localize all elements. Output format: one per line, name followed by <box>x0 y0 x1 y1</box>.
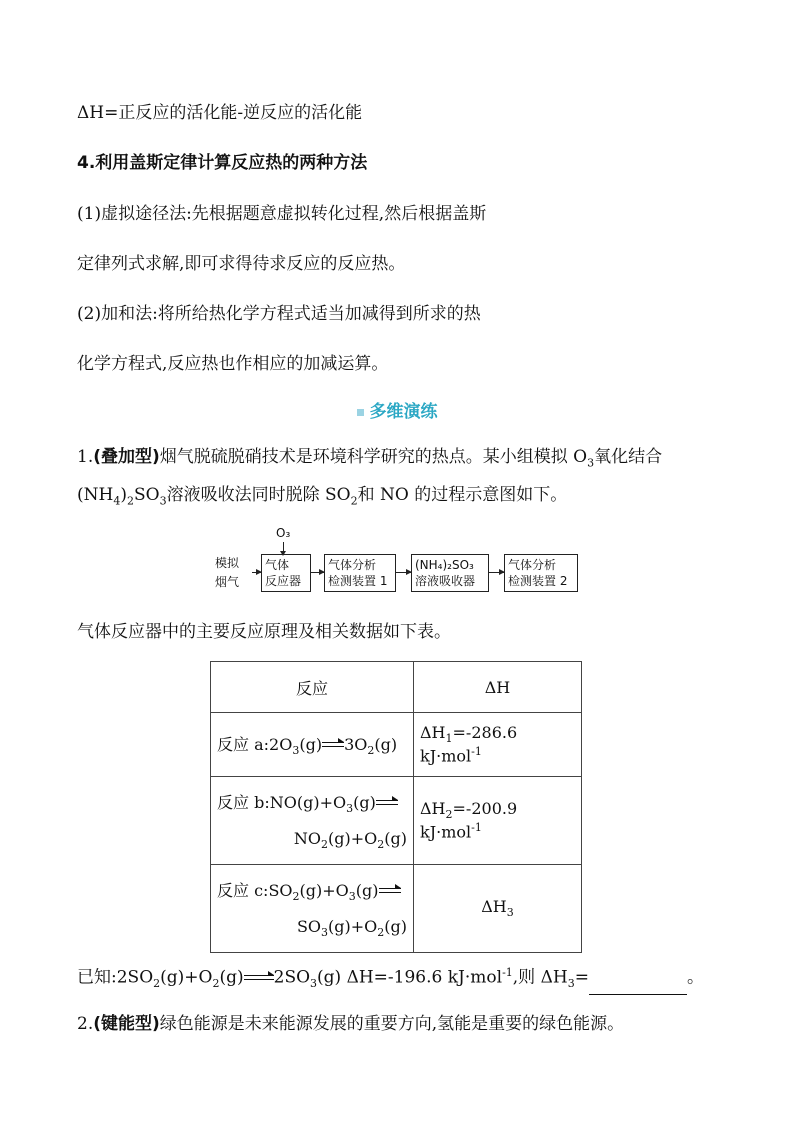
question-1-line-1 <box>77 446 662 474</box>
reaction-b-mid: (g) <box>353 792 376 812</box>
q2-number: 2. <box>77 1014 94 1034</box>
flow-arrow-icon <box>252 572 261 573</box>
q1-text-b: 氧化结合 <box>594 447 663 467</box>
known-e: (g) ΔH=-196.6 kJ·mol <box>317 967 503 988</box>
sub: 3 <box>159 494 167 508</box>
reaction-c-product-c: (g) <box>384 917 407 936</box>
box-2-line-2: 检测装置 1 <box>328 574 388 588</box>
equilibrium-arrow-icon <box>322 741 344 749</box>
flow-source-line-1: 模拟 <box>215 556 240 570</box>
delta-h-2 <box>414 777 582 865</box>
answer-blank-field[interactable] <box>589 976 687 995</box>
known-a: 已知:2SO <box>77 967 154 988</box>
heading-4: 4.利用盖斯定律计算反应热的两种方法 <box>77 153 368 173</box>
gas-analysis-box-2 <box>504 554 578 592</box>
table-row <box>211 777 582 865</box>
header-delta-h: ΔH <box>414 662 582 713</box>
known-d: 2SO <box>273 967 311 988</box>
method-2-line-a: (2)加和法:将所给热化学方程式适当加减得到所求的热 <box>77 304 481 324</box>
section-marker-icon <box>357 409 364 416</box>
dh2-value: =-200.9 <box>452 799 518 819</box>
q1-text-e: SO <box>133 485 160 505</box>
dh1-symbol: ΔH <box>420 723 446 743</box>
process-flow-diagram <box>215 524 580 599</box>
known-end: 。 <box>686 967 704 988</box>
gas-analysis-box-1 <box>324 554 396 592</box>
equilibrium-arrow-icon <box>244 974 274 982</box>
q1-text-g: 和 NO 的过程示意图如下。 <box>357 485 568 505</box>
box-2-line-1: 气体分析 <box>328 558 377 572</box>
question-2 <box>77 1013 624 1035</box>
reaction-a <box>211 713 414 777</box>
sub: 2 <box>212 977 220 991</box>
sup: -1 <box>471 821 482 835</box>
o3-down-arrow-icon <box>283 542 284 553</box>
sub: 2 <box>377 838 385 852</box>
flow-arrow-icon <box>396 572 411 573</box>
sub: 2 <box>292 890 300 903</box>
method-2-line-b: 化学方程式,反应热也作相应的加减运算。 <box>77 354 389 374</box>
q1-text-a: 烟气脱硫脱硝技术是环境科学研究的热点。某小组模拟 O <box>159 447 588 467</box>
delta-h-3 <box>414 865 582 953</box>
sub: 3 <box>348 890 356 903</box>
reaction-a-text: 反应 a:2O <box>217 734 293 754</box>
reaction-b-text: 反应 b:NO(g)+O <box>217 792 347 812</box>
known-b: (g)+O <box>160 967 213 988</box>
q1-text-c: (NH <box>77 485 114 505</box>
dh2-symbol: ΔH <box>420 799 446 819</box>
table-row <box>211 713 582 777</box>
equilibrium-arrow-icon <box>376 799 398 807</box>
q1-text-d: ) <box>120 485 127 505</box>
sub: 3 <box>506 906 514 920</box>
reaction-b-product-b: (g)+O <box>328 829 378 848</box>
reaction-table <box>210 661 582 953</box>
box-3-line-1: (NH₄)₂SO₃ <box>415 558 474 572</box>
header-reaction: 反应 <box>211 662 414 713</box>
delta-h-definition: ΔH=正反应的活化能-逆反应的活化能 <box>77 103 363 123</box>
dh3-symbol: ΔH <box>481 897 507 917</box>
sub: 2 <box>445 808 453 822</box>
section-title-text: 多维演练 <box>369 402 438 422</box>
reaction-a-product: 3O <box>344 734 368 754</box>
question-1-line-2 <box>77 484 567 512</box>
equilibrium-arrow-icon <box>379 887 401 895</box>
reaction-c-product-b: (g)+O <box>328 917 378 936</box>
reaction-c-product-a: SO <box>296 917 322 936</box>
known-c: (g) <box>219 967 244 988</box>
gas-reactor-box <box>261 554 311 592</box>
delta-h-1 <box>414 713 582 777</box>
known-f: ,则 ΔH <box>512 967 568 988</box>
q2-text: 绿色能源是未来能源发展的重要方向,氢能是重要的绿色能源。 <box>159 1014 625 1034</box>
flow-arrow-icon <box>489 572 504 573</box>
sub: 3 <box>587 456 595 470</box>
known-g: = <box>574 967 589 988</box>
o3-label: O₃ <box>276 526 291 540</box>
section-title <box>0 397 794 422</box>
reaction-b-product-c: (g) <box>384 829 407 848</box>
q1-text-f: 溶液吸收法同时脱除 SO <box>166 485 351 505</box>
reaction-c-text: 反应 c:SO <box>217 880 293 900</box>
reaction-a-end: (g) <box>374 734 398 754</box>
table-row <box>211 865 582 953</box>
flow-source <box>215 554 255 592</box>
box-4-line-2: 检测装置 2 <box>508 574 568 588</box>
method-1-line-a: (1)虚拟途径法:先根据题意虚拟转化过程,然后根据盖斯 <box>77 204 487 224</box>
sub: 2 <box>367 744 375 758</box>
box-1-line-2: 反应器 <box>265 574 302 588</box>
box-4-line-1: 气体分析 <box>508 558 557 572</box>
reaction-a-mid: (g) <box>299 734 323 754</box>
sup: -1 <box>471 745 482 759</box>
sup: -1 <box>502 966 513 979</box>
sub: 3 <box>310 977 318 991</box>
reaction-b <box>211 777 414 865</box>
sub: 3 <box>567 977 575 991</box>
dh2-unit: kJ·mol <box>420 822 472 842</box>
flow-source-line-2: 烟气 <box>215 575 240 589</box>
table-header-row <box>211 662 582 713</box>
dh1-value: =-286.6 <box>452 723 518 743</box>
method-1-line-b: 定律列式求解,即可求得待求反应的反应热。 <box>77 254 406 274</box>
table-intro: 气体反应器中的主要反应原理及相关数据如下表。 <box>77 622 451 642</box>
known-equation <box>77 962 704 995</box>
reaction-c-mid2: (g) <box>355 880 379 900</box>
sub: 4 <box>113 494 121 508</box>
q1-tag: (叠加型) <box>93 447 160 467</box>
sub: 3 <box>346 802 354 815</box>
sub: 1 <box>445 732 453 746</box>
sub: 2 <box>321 838 329 852</box>
q2-tag: (键能型) <box>93 1014 160 1034</box>
box-1-line-1: 气体 <box>265 558 290 572</box>
reaction-c <box>211 865 414 953</box>
box-3-line-2: 溶液吸收器 <box>415 574 476 588</box>
sub: 2 <box>377 926 385 940</box>
sub: 2 <box>153 977 161 991</box>
dh1-unit: kJ·mol <box>420 746 472 766</box>
flow-arrow-icon <box>311 572 324 573</box>
q1-number: 1. <box>77 447 94 467</box>
sub: 3 <box>292 744 300 758</box>
sub: 2 <box>350 494 358 508</box>
sub: 2 <box>126 494 134 508</box>
absorber-box <box>411 554 489 592</box>
reaction-b-product-a: NO <box>293 829 322 848</box>
sub: 3 <box>321 926 329 940</box>
reaction-c-mid: (g)+O <box>299 880 349 900</box>
